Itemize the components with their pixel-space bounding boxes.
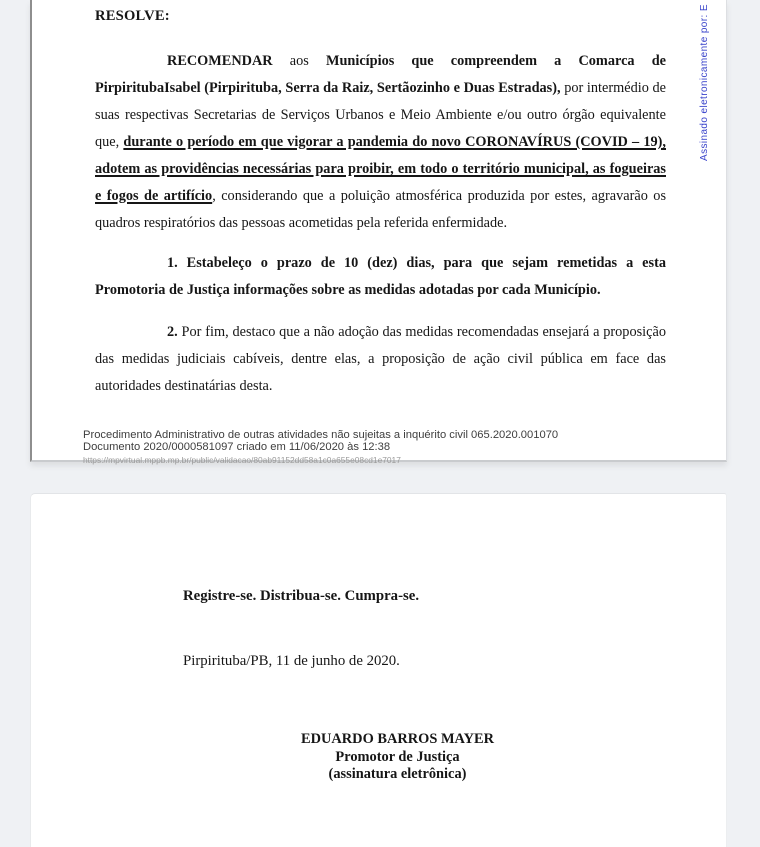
signer-name: EDUARDO BARROS MAYER bbox=[301, 731, 494, 747]
recommend-keyword: RECOMENDAR bbox=[167, 53, 273, 69]
signer-title: Promotor de Justiça bbox=[335, 748, 460, 765]
final-warning-text: Por fim, destaco que a não adoção das medidas recomendadas ensejará a proposição das medidas judiciais cabíveis, dentre elas, a proposição de ação civil pública em face das autoridades destinatárias desta. bbox=[95, 324, 666, 394]
procedure-number-line: Procedimento Administrativo de outras atividades não sujeitas a inquérito civil 065.2020.001070 bbox=[83, 429, 559, 441]
document-page-1 bbox=[30, 0, 727, 466]
recommend-justification: , considerando que a poluição atmosférica produzida por estes, agravarão os quadros respiratórios das pessoas acometidas pela referida enfermidade. bbox=[95, 188, 667, 231]
resolve-heading: RESOLVE: bbox=[95, 8, 170, 24]
recommend-paragraph bbox=[95, 48, 666, 237]
signature-block bbox=[31, 731, 726, 784]
recommend-underlined-measures: durante o período em que vigorar a pandemia do novo CORONAVÍRUS (COVID – 19), adotem as providências necessárias para proibir, em todo o território municipal, as fogueiras e fogos de artifício bbox=[95, 134, 666, 204]
recommend-intermediaries: por intermédio de suas respectivas Secretarias de Serviços Urbanos e Meio Ambiente e/ou outro órgão equivalente que, bbox=[95, 80, 666, 150]
deadline-paragraph: 1. Estabeleço o prazo de 10 (dez) dias, para que sejam remetidas a esta Promotoria de Justiça informações sobre as medidas adotadas por cada Município. bbox=[95, 255, 666, 298]
recommend-connector: aos bbox=[272, 53, 326, 69]
registre-distribua-cumpra-line: Registre-se. Distribua-se. Cumpra-se. bbox=[183, 588, 420, 604]
document-page-2 bbox=[30, 493, 727, 847]
signature-note: (assinatura eletrônica) bbox=[328, 766, 467, 782]
validation-url: https://mpvirtual.mppb.mp.br/public/validacao/80ab91152dd58a1c0a655e08cd1e7017 bbox=[83, 455, 401, 466]
place-date-line: Pirpirituba/PB, 11 de junho de 2020. bbox=[183, 653, 400, 669]
electronic-signature-stamp: Assinado eletronicamente por: E bbox=[699, 4, 710, 161]
document-footer-metadata bbox=[83, 430, 666, 465]
final-warning-number: 2. bbox=[167, 324, 178, 340]
document-id-line: Documento 2020/0000581097 criado em 11/06/2020 às 12:38 bbox=[83, 440, 391, 453]
recommend-municipalities: Municípios que compreendem a Comarca de PirpiritubaIsabel (Pirpirituba, Serra da Raiz, Sertãozinho e Duas Estradas), bbox=[95, 53, 666, 96]
final-warning-paragraph bbox=[95, 319, 666, 400]
